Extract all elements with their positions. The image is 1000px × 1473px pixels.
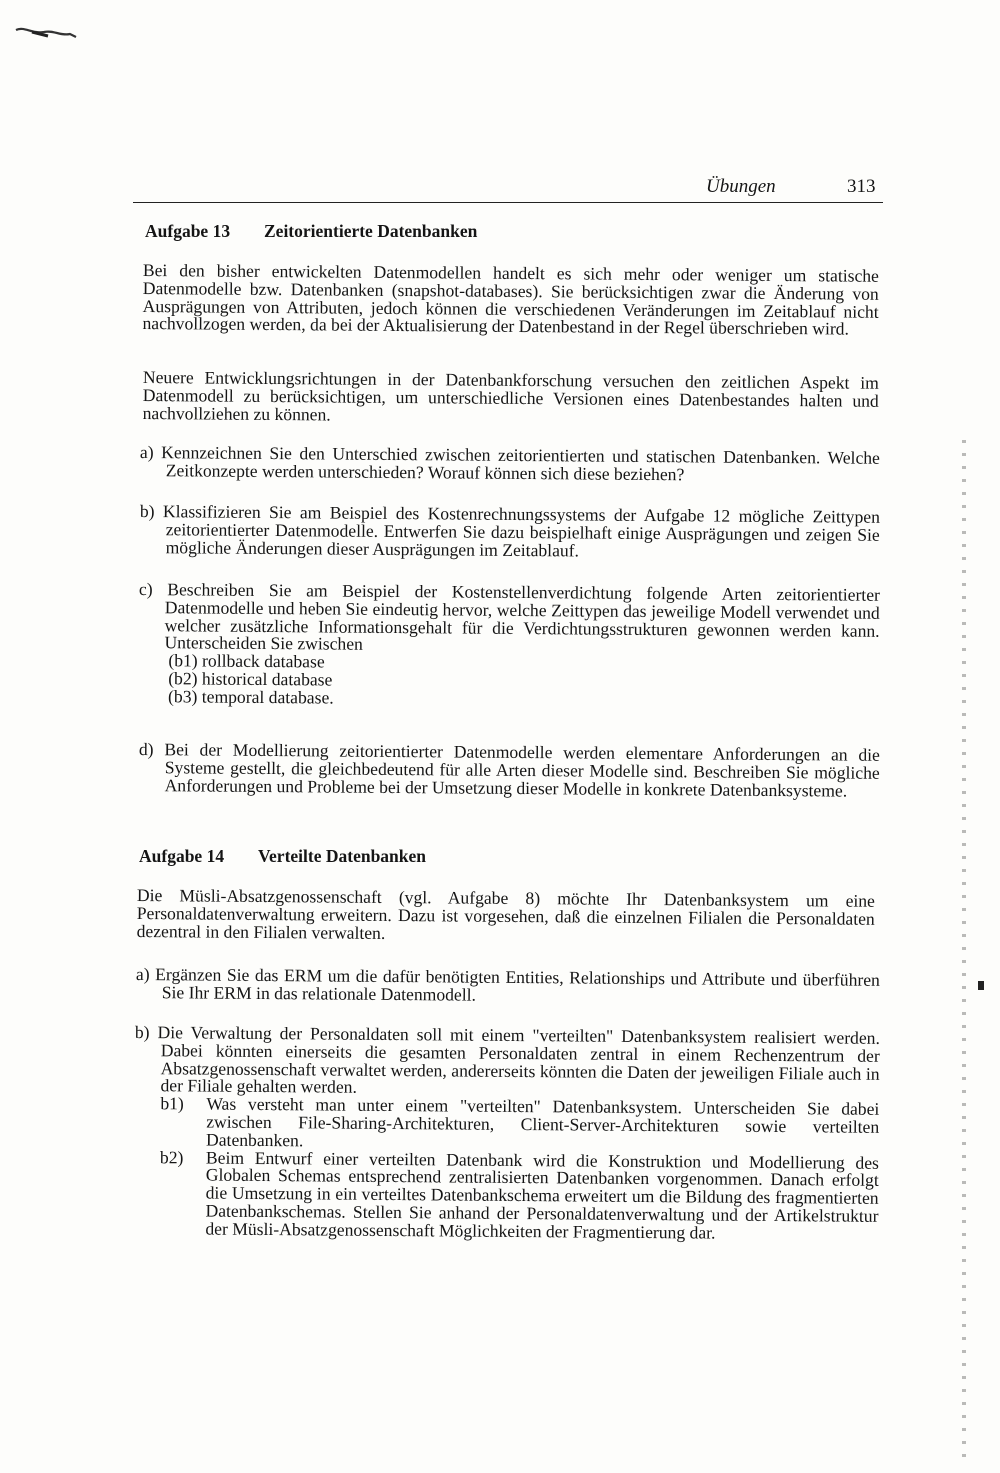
task13-title: Zeitorientierte Datenbanken: [264, 221, 478, 241]
task14-b2-text: Beim Entwurf einer verteilten Datenbank wird die Konstruktion und Modellierung des Globalen Schemas entsprechend zentralisierten Datenbanken vorgenommen. Danach erfolgt die Umsetzung in ein verteiltes Datenbankschema erweitert um die Bildung des fragmentierten Datenbankschemas. Stellen Sie anhand der Personaldatenverwaltung und der Artikelstruktur der Müsli-Absatzgenossenschaft Möglichkeiten der Fragmentierung dar.: [205, 1147, 880, 1243]
task13-intro-1: Bei den bisher entwickelten Datenmodellen handelt es sich mehr oder weniger um statische Datenmodelle bzw. Datenbanken (snapshot-databases). Sie berücksichtigen zwar die Änderung von Ausprägungen von Attributen, jedoch können die verschiedenen Veränderungen im Zeitablauf nicht nachvollzogen werden, da bei der Aktualisierung der Datenbestand in der Regel überschrieben wird.: [142, 260, 879, 339]
task13-number: Aufgabe 13: [145, 221, 231, 241]
task14-question-a: a) Ergänzen Sie das ERM um die dafür benötigten Entities, Relationships und Attribute und überführen Sie Ihr ERM in das relationale Datenmodell.: [135, 964, 880, 1005]
task13-heading: [145, 221, 477, 242]
task13-question-b: b) Klassifizieren Sie am Beispiel des Kostenrechnungssystems der Aufgabe 12 mögliche Zeittypen zeitorientierter Datenmodelle. Entwerfen Sie dazu beispielhaft einige Ausprägungen und zeigen Sie mögliche Änderungen dieser Ausprägungen im Zeitablauf.: [139, 501, 880, 561]
margin-mark: [978, 981, 984, 990]
page-number: 313: [847, 176, 876, 197]
task14-b1: [160, 1095, 879, 1154]
scan-smudge: [14, 24, 80, 42]
task14-intro: Die Müsli-Absatzgenossenschaft (vgl. Aufgabe 8) möchte Ihr Datenbanksystem um eine Personaldatenverwaltung erweitern. Dazu ist vorgesehen, daß die einzelnen Filialen die Personaldaten dezentral in den Filialen verwalten.: [136, 885, 875, 943]
task14-title: Verteilte Datenbanken: [258, 846, 427, 866]
scan-edge-marks: [962, 440, 966, 1460]
task14-question-b: [133, 1024, 880, 1243]
task14-question-b-text: b) Die Verwaltung der Personaldaten soll mit einem "verteilten" Datenbanksystem realisiert werden. Dabei könnten einerseits die gesamten Personaldaten zentral in einem Rechenzentrum der Absatzgenossenschaft verwaltet werden, andererseits könnten die Daten der jeweiligen Filiale auch in der Filiale gehalten werden.: [134, 1022, 880, 1098]
task14-heading: [139, 846, 426, 867]
task14-b2-label: b2): [159, 1146, 184, 1167]
task13-question-c-text: c) Beschreiben Sie am Beispiel der Kostenstellenverdichtung folgende Arten zeitorientierter Datenmodelle und heben Sie eindeutig hervor, welche Zeittypen das jeweilige Modell verwendet und welcher zusätzliche Informationsgehalt für die Verdichtungsstrukturen gewonnen werden kann. Unterscheiden Sie zwischen: [138, 579, 880, 655]
task13-c-item-2: (b2) historical database: [168, 668, 333, 690]
task14-b1-label: b1): [160, 1093, 184, 1114]
page-header: [133, 174, 883, 203]
task14-b2: [159, 1146, 880, 1244]
task13-c-item-3: (b3) temporal database.: [168, 686, 334, 708]
task13-intro-2: Neuere Entwicklungsrichtungen in der Datenbankforschung versuchen den zeitlichen Aspekt im Datenmodell zu berücksichtigen, um unterschiedliche Versionen eines Datenbestandes halten und nachvollziehen zu können.: [142, 367, 879, 425]
task13-question-a: a) Kennzeichnen Sie den Unterschied zwischen zeitorientierten und statischen Datenbanken. Welche Zeitkonzepte werden unterschieden? Worauf können sich diese beziehen?: [139, 442, 880, 485]
task14-number: Aufgabe 14: [139, 846, 225, 866]
task14-b1-text: Was versteht man unter einem "verteilten" Datenbanksystem. Unterscheiden Sie dabei zwischen File-Sharing-Architekturen, Client-Server-Architekturen sowie verteilten Datenbanken.: [206, 1093, 880, 1151]
header-title: Übungen: [706, 176, 776, 197]
task13-c-item-1: (b1) rollback database: [168, 650, 325, 672]
task13-question-d: d) Bei der Modellierung zeitorientierter Datenmodelle werden elementare Anforderungen an die Systeme gestellt, die gleichbedeutend für alle Arten dieser Modelle sind. Beschreiben Sie mögliche Anforderungen und Probleme bei der Umsetzung dieser Modelle in konkrete Datenbanksysteme.: [138, 739, 880, 801]
task13-question-c: [138, 581, 880, 711]
